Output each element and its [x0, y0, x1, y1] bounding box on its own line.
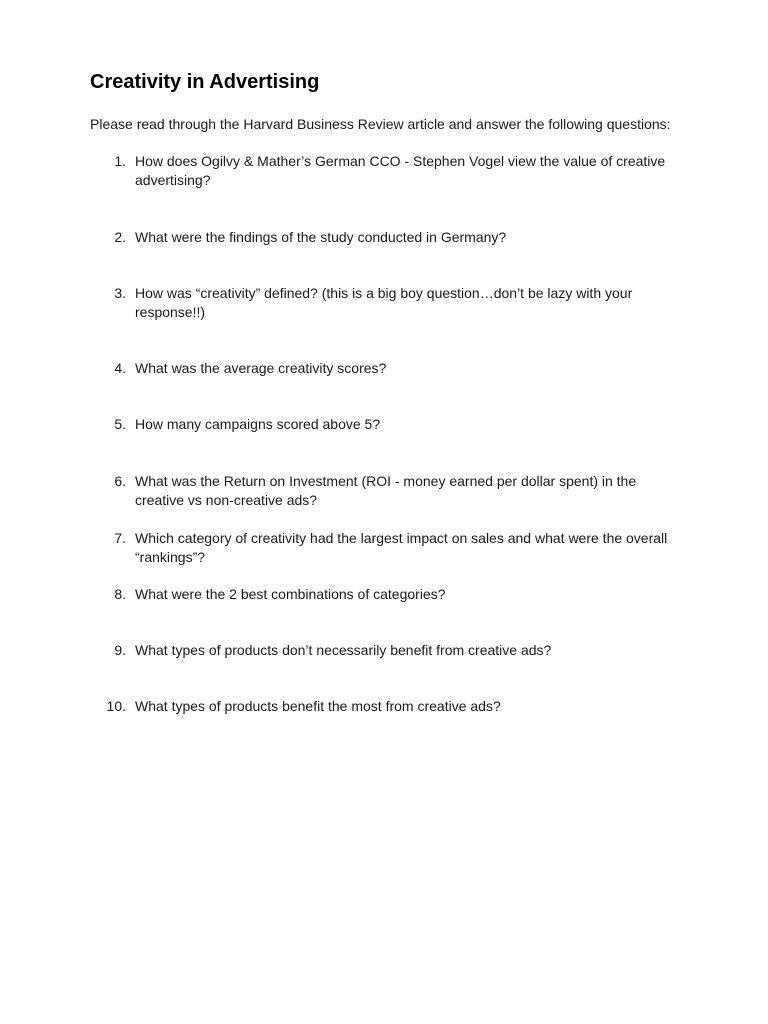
question-text: What types of products benefit the most from creative ads? [135, 698, 501, 714]
question-number: 4. [114, 360, 126, 376]
question-text: What was the average creativity scores? [135, 360, 387, 376]
question-number: 8. [114, 586, 126, 602]
question-text: How many campaigns scored above 5? [135, 416, 381, 432]
question-number: 7. [114, 530, 126, 546]
question-number: 1. [114, 153, 126, 169]
document-title: Creativity in Advertising [90, 71, 320, 93]
question-text: What were the 2 best combinations of categories? [135, 586, 446, 602]
question-text: Which category of creativity had the largest impact on sales and what were the overall “rankings”? [135, 530, 668, 565]
question-number: 2. [114, 229, 126, 245]
question-text: How was “creativity” defined? (this is a big boy question…don’t be lazy with your response!!) [135, 285, 633, 320]
question-text: How does Ogilvy & Mather’s German CCO - Stephen Vogel view the value of creative advertising? [135, 153, 666, 188]
question-text: What was the Return on Investment (ROI - money earned per dollar spent) in the creative vs non-creative ads? [135, 473, 637, 508]
question-text: What were the findings of the study conducted in Germany? [135, 229, 507, 245]
question-number: 3. [114, 285, 126, 301]
question-number: 5. [114, 416, 126, 432]
question-number: 10. [106, 698, 126, 714]
question-number: 6. [114, 473, 126, 489]
intro-paragraph: Please read through the Harvard Business Review article and answer the following questions: [90, 116, 671, 132]
question-number: 9. [114, 642, 126, 658]
question-text: What types of products don’t necessarily benefit from creative ads? [135, 642, 552, 658]
